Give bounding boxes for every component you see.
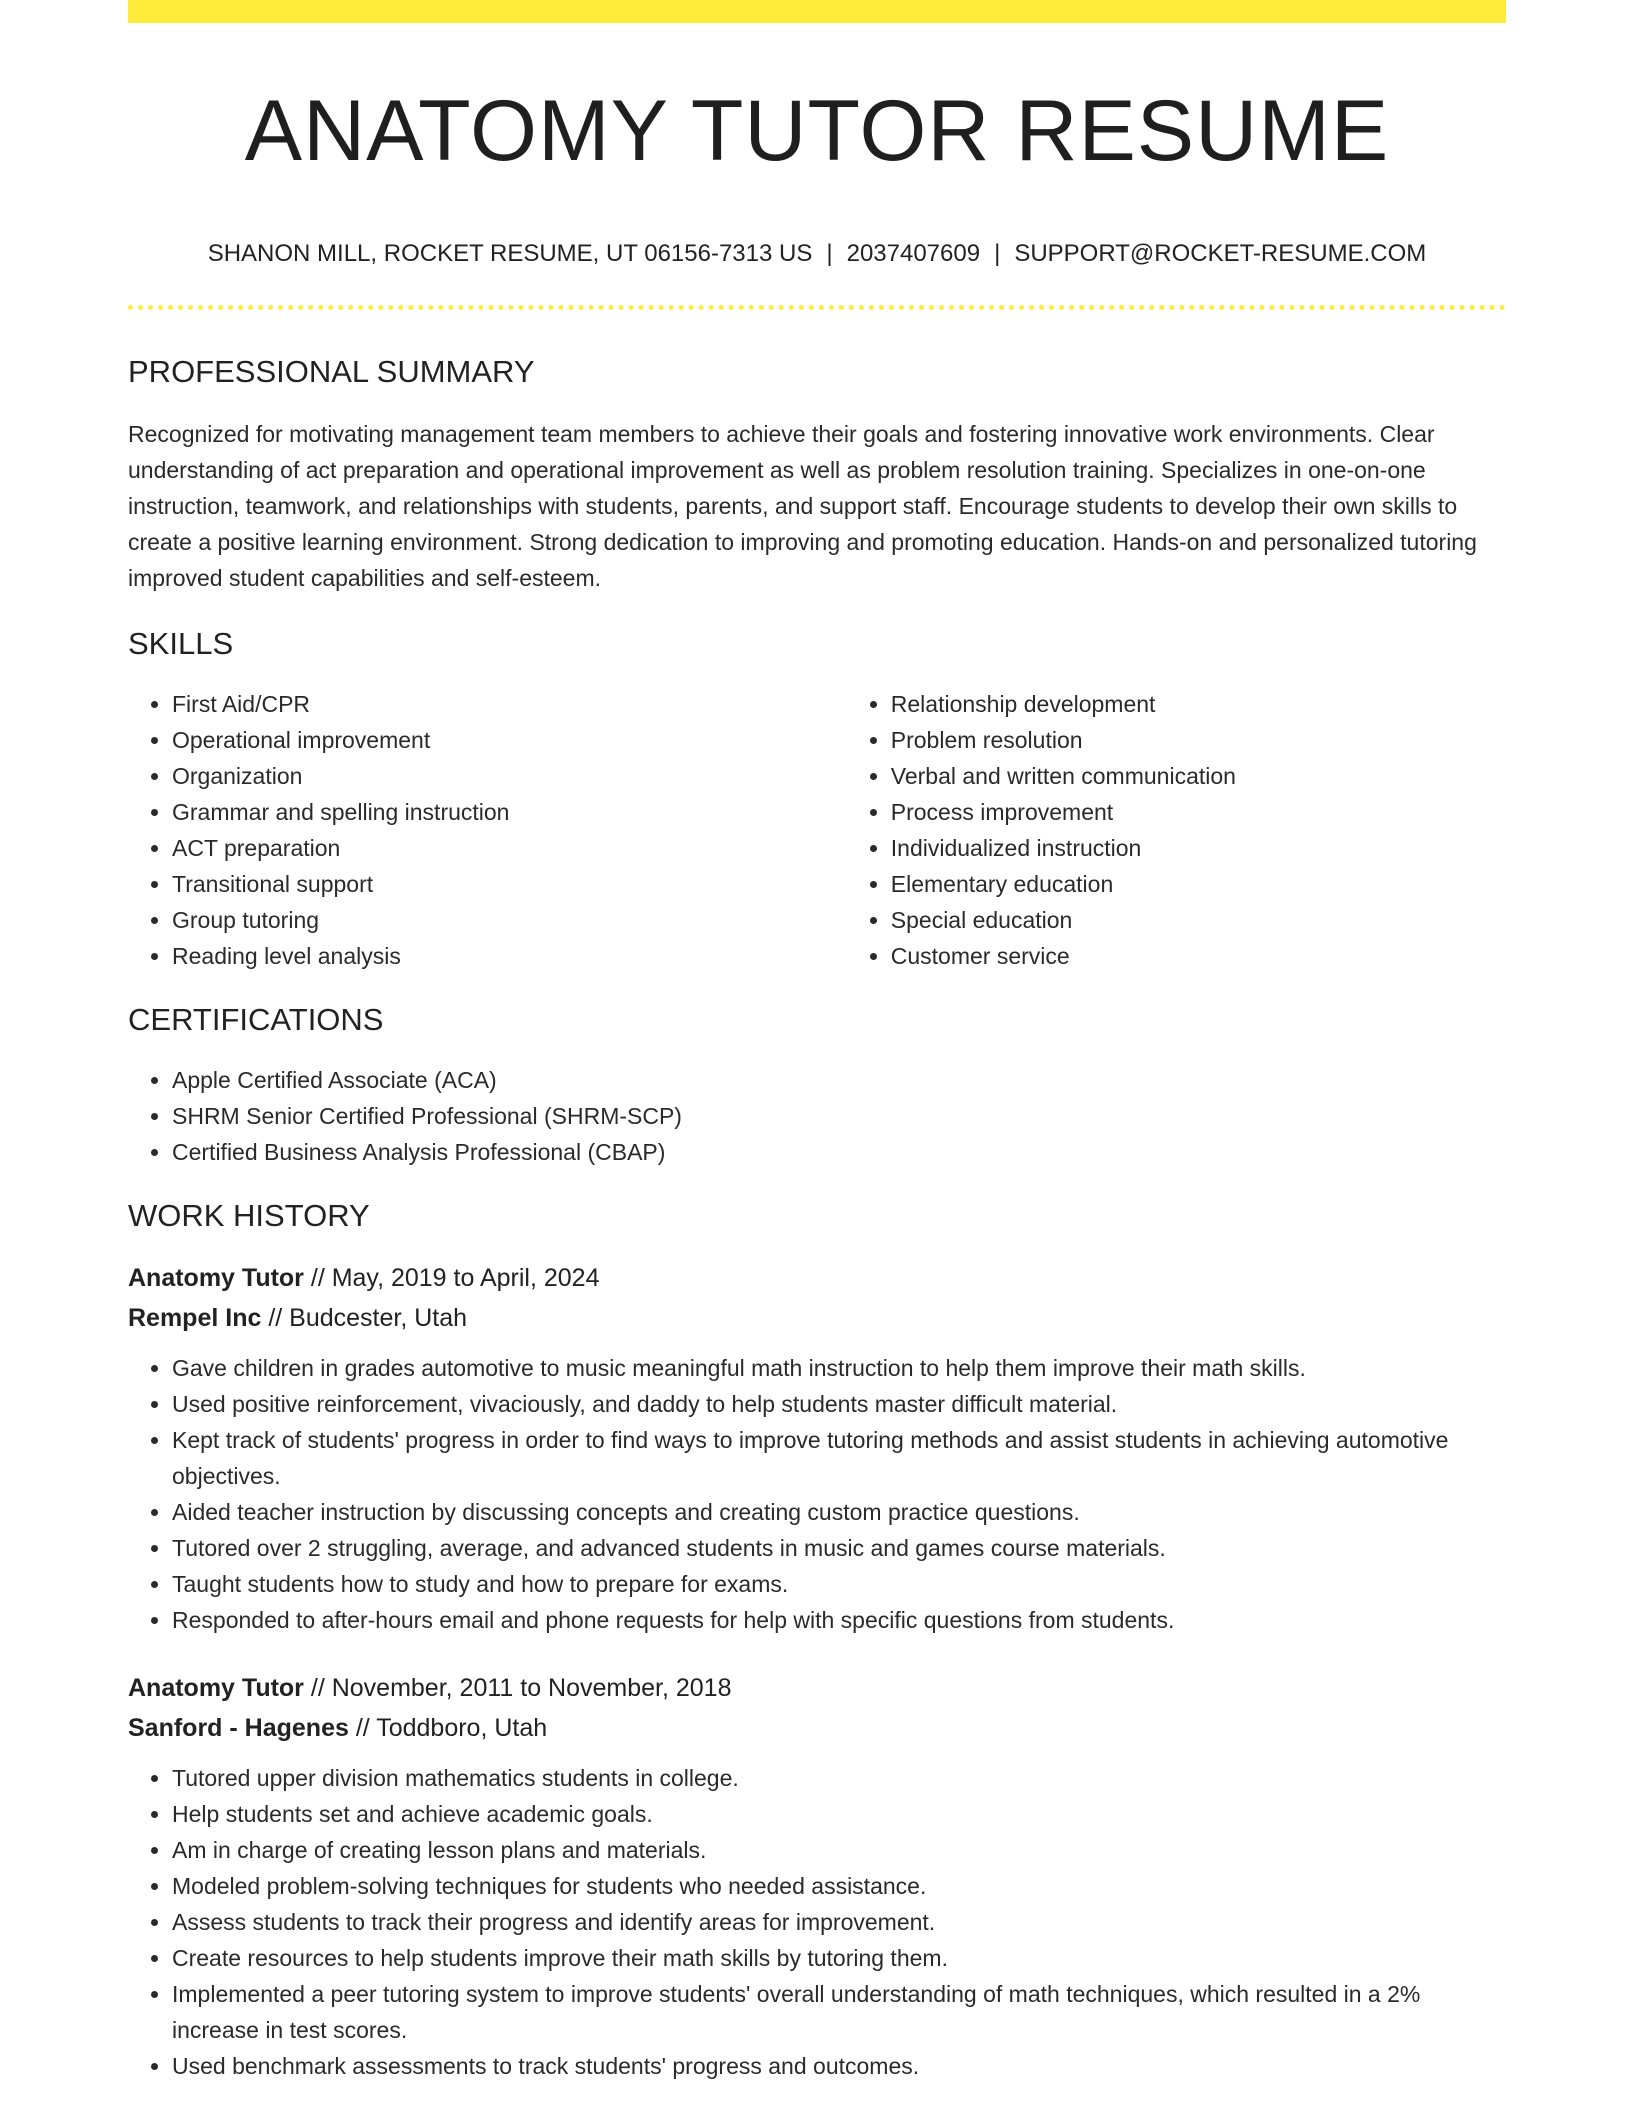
job-entry xyxy=(128,1258,1506,1638)
job-bullet: • Taught students how to study and how to prepare for exams. xyxy=(172,1566,1506,1602)
job-bullet: • Used positive reinforcement, vivaciously, and daddy to help students master difficult material. xyxy=(172,1386,1506,1422)
summary-heading: PROFESSIONAL SUMMARY xyxy=(128,353,535,389)
skills-heading: SKILLS xyxy=(128,625,234,661)
job-bullet: • Tutored over 2 struggling, average, and advanced students in music and games course materials. xyxy=(172,1530,1506,1566)
work-history-heading: WORK HISTORY xyxy=(128,1197,370,1233)
job-title: Anatomy Tutor xyxy=(128,1673,304,1702)
skill-item: • Operational improvement xyxy=(172,722,847,758)
job-company: Sanford - Hagenes xyxy=(128,1713,349,1742)
job-company-line xyxy=(128,1298,1506,1338)
certification-item: • SHRM Senior Certified Professional (SHRM-SCP) xyxy=(172,1098,1506,1134)
job-bullet: • Used benchmark assessments to track students' progress and outcomes. xyxy=(172,2048,1506,2084)
job-bullet: • Tutored upper division mathematics students in college. xyxy=(172,1760,1506,1796)
job-bullet: • Am in charge of creating lesson plans and materials. xyxy=(172,1832,1506,1868)
job-title-line xyxy=(128,1258,1506,1298)
skill-item: • Grammar and spelling instruction xyxy=(172,794,847,830)
job-bullets xyxy=(128,1760,1506,2084)
job-bullet: • Help students set and achieve academic goals. xyxy=(172,1796,1506,1832)
contact-line xyxy=(128,239,1506,269)
skill-item: • ACT preparation xyxy=(172,830,847,866)
skill-item: • Reading level analysis xyxy=(172,938,847,974)
resume-title: ANATOMY TUTOR RESUME xyxy=(244,83,1390,179)
skill-item: • Special education xyxy=(891,902,1506,938)
job-title: Anatomy Tutor xyxy=(128,1263,304,1292)
job-title-line xyxy=(128,1668,1506,1708)
job-bullet: • Create resources to help students improve their math skills by tutoring them. xyxy=(172,1940,1506,1976)
contact-address: SHANON MILL, ROCKET RESUME, UT 06156-7313 US xyxy=(207,239,813,267)
contact-separator: | xyxy=(826,239,833,267)
job-bullet: • Gave children in grades automotive to music meaningful math instruction to help them improve their math skills. xyxy=(172,1350,1506,1386)
contact-separator: | xyxy=(994,239,1001,267)
certification-item: • Apple Certified Associate (ACA) xyxy=(172,1062,1506,1098)
skills-list-right xyxy=(847,686,1506,974)
job-dates: // November, 2011 to November, 2018 xyxy=(303,1673,732,1702)
job-bullet: • Assess students to track their progress and identify areas for improvement. xyxy=(172,1904,1506,1940)
skill-item: • Customer service xyxy=(891,938,1506,974)
skill-item: • Transitional support xyxy=(172,866,847,902)
job-location: // Toddboro, Utah xyxy=(348,1713,548,1742)
certifications-list xyxy=(128,1062,1506,1170)
dotted-divider xyxy=(128,305,1506,310)
resume-page xyxy=(128,0,1506,2084)
skill-item: • First Aid/CPR xyxy=(172,686,847,722)
job-bullet: • Kept track of students' progress in order to find ways to improve tutoring methods and assist students in achieving automotive objectives. xyxy=(172,1422,1506,1494)
job-bullet: • Implemented a peer tutoring system to improve students' overall understanding of math techniques, which resulted in a 2% increase in test scores. xyxy=(172,1976,1506,2048)
contact-phone: 2037407609 xyxy=(846,239,981,267)
certifications-heading: CERTIFICATIONS xyxy=(128,1001,384,1037)
job-bullet: • Modeled problem-solving techniques for students who needed assistance. xyxy=(172,1868,1506,1904)
skill-item: • Elementary education xyxy=(891,866,1506,902)
accent-bar xyxy=(128,0,1506,23)
skills-columns xyxy=(128,686,1506,974)
job-dates: // May, 2019 to April, 2024 xyxy=(303,1263,600,1292)
summary-text: Recognized for motivating management team members to achieve their goals and fostering innovative work environments. Clear understanding of act preparation and operational improvement as well as problem resolution training. Specializes in one-on-one instruction, teamwork, and relationships with students, parents, and support staff. Encourage students to develop their own skills to create a positive learning environment. Strong dedication to improving and promoting education. Hands-on and personalized tutoring improved student capabilities and self-esteem. xyxy=(128,420,1477,591)
job-company-line xyxy=(128,1708,1506,1748)
job-entry xyxy=(128,1668,1506,2084)
job-bullets xyxy=(128,1350,1506,1638)
job-location: // Budcester, Utah xyxy=(261,1303,468,1332)
certification-item: • Certified Business Analysis Professional (CBAP) xyxy=(172,1134,1506,1170)
skill-item: • Process improvement xyxy=(891,794,1506,830)
skill-item: • Problem resolution xyxy=(891,722,1506,758)
skill-item: • Organization xyxy=(172,758,847,794)
job-bullet: • Responded to after-hours email and phone requests for help with specific questions from students. xyxy=(172,1602,1506,1638)
job-bullet: • Aided teacher instruction by discussing concepts and creating custom practice questions. xyxy=(172,1494,1506,1530)
skill-item: • Group tutoring xyxy=(172,902,847,938)
skill-item: • Individualized instruction xyxy=(891,830,1506,866)
job-company: Rempel Inc xyxy=(128,1303,262,1332)
skill-item: • Verbal and written communication xyxy=(891,758,1506,794)
contact-email: SUPPORT@ROCKET-RESUME.COM xyxy=(1014,239,1427,267)
skill-item: • Relationship development xyxy=(891,686,1506,722)
skills-list-left xyxy=(128,686,847,974)
